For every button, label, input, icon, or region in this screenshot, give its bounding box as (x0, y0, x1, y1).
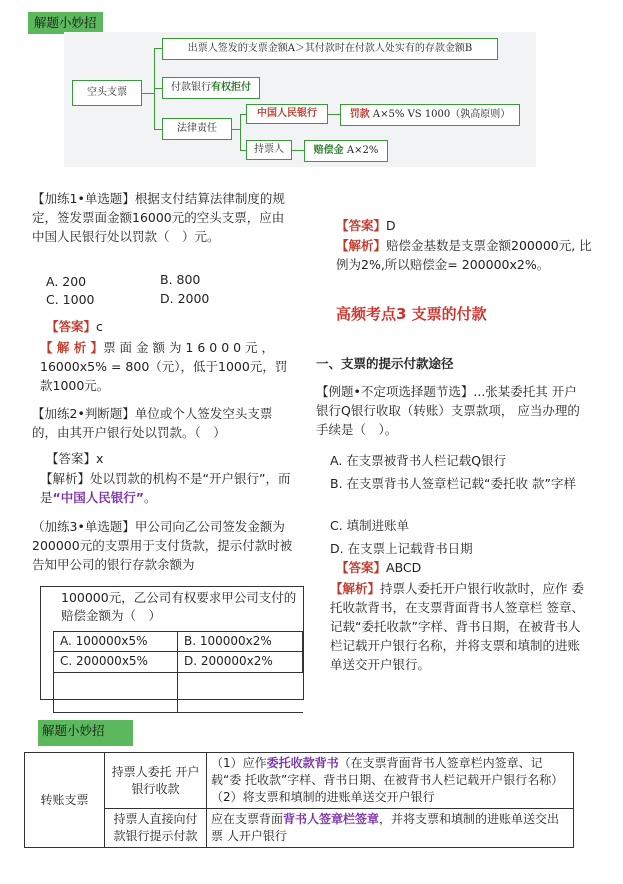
q3-box-text: 100000元，乙公司有权要求甲公司支付的赔偿金额为（ ） (61, 590, 297, 623)
example-option-c: C. 填制进账单 (330, 518, 410, 533)
section-subtitle: 一、支票的提示付款途径 (316, 356, 454, 371)
q3-option-a: A. 100000x5% (54, 632, 178, 652)
example-option-d: D. 在支票上记载背书日期 (330, 541, 473, 556)
tips-r1-head: 持票人委托 开户银行收款 (105, 753, 207, 809)
tips-label-top: 解题小妙招 (28, 12, 103, 34)
example-stem: 【例题•不定项选择题节选】...张某委托其 开户银行Q银行收取（转账）支票款项， 应当办理的手续是（ ）。 (316, 384, 580, 437)
tips-table (24, 752, 574, 848)
q1-option-d: D. 2000 (160, 291, 210, 306)
example-option-a: A. 在支票被背书人栏记载Q银行 (330, 453, 507, 468)
q1-option-b: B. 800 (160, 272, 201, 287)
q2-analysis: 【解析】处以罚款的机构不是“开户银行”，而是“中国人民银行”。 (40, 471, 291, 505)
tips-table-wrap (24, 752, 574, 848)
q3-option-c: C. 200000x5% (54, 652, 178, 672)
q2-stem: 【加练2•判断题】单位或个人签发空头支票的，由其开户银行处以罚款。（ ） (32, 406, 273, 440)
diagram-bank-refuse: 付款银行 有权拒付 (162, 77, 260, 99)
q2-answer: 【答案】x (46, 451, 104, 466)
diagram-compensation: 赔偿金 A×2% (304, 140, 388, 162)
q1-analysis: 【 解 析 】票 面 金 额 为 1 6 0 0 0 元 ，16000x5% = 800（元），低于1000元，罚款1000元。 (40, 340, 288, 393)
tips-row-head: 转账支票 (25, 753, 105, 848)
q1-option-a: A. 200 (46, 274, 87, 289)
tips-label-bottom: 解题小妙招 (38, 720, 133, 746)
diagram-fine: 罚款 A×5% VS 1000（孰高原则） (340, 104, 520, 126)
tips-r1-body: （1）应作委托收款背书（在支票背面背书人签章栏内签章、记载“委 托收款”字样、背书日期、在被背书人栏记载开户银行名称） （2）将支票和填制的进账单送交开户银行 (207, 753, 574, 809)
example-analysis: 【解析】持票人委托开户银行收款时，应作 委托收款背书，在支票背面背书人签章栏 签章、记载“委托收款”字样、背书日期，在被背书人栏记载开户银行名称，并将支票和填制的进账单送交开户银行。 (330, 581, 584, 672)
section-title: 高频考点3 支票的付款 (336, 305, 487, 323)
diagram-pboc: 中国人民银行 (246, 104, 328, 124)
q3-option-d: D. 200000x2% (177, 652, 302, 672)
q3-stem: （加练3•单选题】甲公司向乙公司签发金额为200000元的支票用于支付货款，提示付款时被告知甲公司的银行存款余额为 (32, 519, 293, 572)
q3-option-b: B. 100000x2% (177, 632, 302, 652)
diagram-legal-liability: 法律责任 (162, 118, 232, 140)
q3-analysis: 【解析】赔偿金基数是支票金额200000元, 比例为2%,所以赔偿金= 200000x2%。 (336, 238, 592, 272)
example-option-b: B. 在支票背书人签章栏记载“委托收 款”字样 (330, 476, 576, 491)
empty-check-diagram (64, 32, 536, 167)
tips-r2-body: 应在支票背面背书人签章栏签章，并将支票和填制的进账单送交出票 人开户银行 (207, 809, 574, 848)
q1-option-c: C. 1000 (46, 292, 95, 307)
q3-options-table (53, 631, 303, 713)
q3-box (40, 586, 304, 700)
q3-answer: 【答案】D (336, 218, 396, 233)
example-answer: 【答案】ABCD (336, 560, 422, 575)
q1-stem: 【加练1•单选题】根据支付结算法律制度的规定，签发票面金额16000元的空头支票，应由中国人民银行处以罚款（ ）元。 (32, 191, 285, 244)
q1-answer: 【答案】c (46, 319, 103, 334)
diagram-holder: 持票人 (246, 140, 292, 160)
tips-r2-head: 持票人直接向付款银行提示付款 (105, 809, 207, 848)
diagram-root: 空头支票 (72, 80, 142, 106)
diagram-condition: 出票人签发的支票金额A＞其付款时在付款人处实有的存款金额B (162, 38, 498, 60)
